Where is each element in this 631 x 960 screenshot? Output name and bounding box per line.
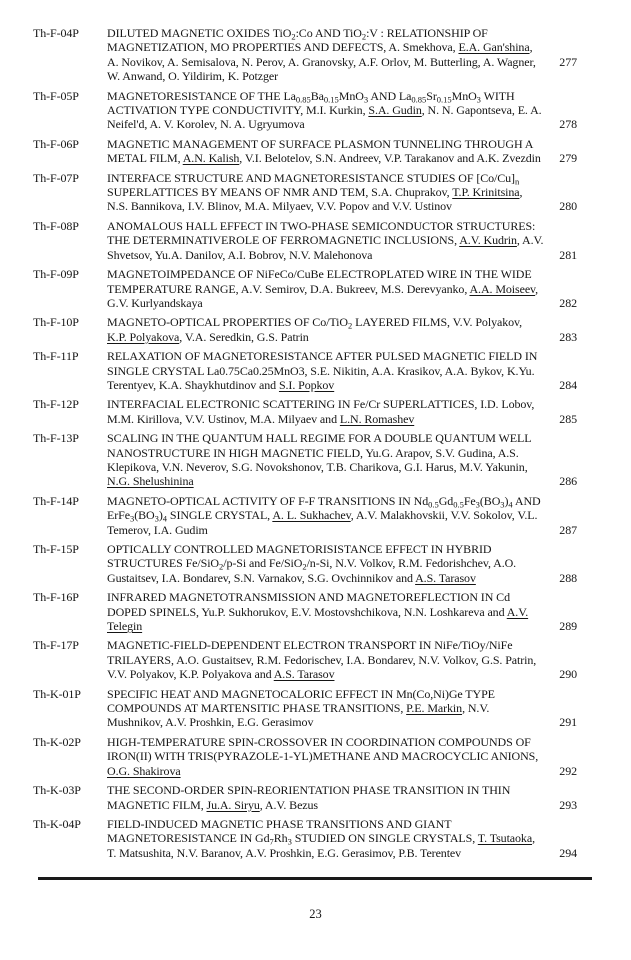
toc-entry	[33, 542, 577, 585]
title-run: , G.V. Kurlyandskaya	[107, 281, 539, 310]
toc-entry	[33, 219, 577, 262]
subscript: 0.15	[323, 94, 339, 105]
presenting-author: A.N. Kalish	[182, 151, 240, 166]
title-run: INTERFACE STRUCTURE AND MAGNETORESISTANCE STUDIES OF [Co/Cu]	[107, 170, 515, 185]
subscript: 2	[219, 561, 224, 572]
presenting-author: A.S. Tarasov	[415, 570, 476, 585]
entry-page-number: 292	[559, 763, 577, 778]
toc-entry	[33, 349, 577, 392]
subscript: 3	[475, 499, 480, 510]
entry-title	[107, 171, 544, 214]
title-run: , N.V. Mushnikov, A.V. Proshkin, E.G. Gerasimov	[107, 701, 490, 730]
entry-page-number: 290	[559, 667, 577, 682]
presenting-author: O.G. Shakirova	[107, 763, 181, 778]
subscript: 0.85	[411, 94, 427, 105]
entry-title	[107, 494, 544, 537]
entry-page-number: 289	[559, 619, 577, 634]
title-run: OPTICALLY CONTROLLED MAGNETORISISTANCE EFFECT IN HYBRID STRUCTURES Fe/SiO	[107, 542, 492, 571]
entry-title	[107, 817, 544, 860]
title-run: HIGH-TEMPERATURE SPIN-CROSSOVER IN COORDINATION COMPOUNDS OF IRON(II) WITH TRIS(PYRAZOLE-1-YL)METHANE AND MACROCYCLIC ANIONS,	[107, 734, 539, 764]
toc-entry	[33, 590, 577, 633]
title-run: WITH ACTIVATION TYPE CONDUCTIVITY, M.I. Kurkin,	[107, 88, 515, 118]
toc-entry	[33, 267, 577, 310]
abstract-code: Th-F-12P	[33, 397, 79, 412]
subscript: 0.5	[453, 499, 464, 510]
subscript: 2	[302, 561, 307, 572]
title-run: SUPERLATTICES BY MEANS OF NMR AND TEM, S.A. Chuprakov,	[107, 185, 453, 200]
toc-entry	[33, 26, 577, 84]
presenting-author: S.I. Popkov	[278, 377, 335, 392]
abstract-code: Th-F-09P	[33, 267, 79, 282]
abstract-code: Th-K-03P	[33, 783, 81, 798]
title-run: )	[158, 508, 163, 523]
entry-page-number: 279	[559, 151, 577, 166]
abstract-code: Th-F-15P	[33, 542, 79, 556]
subscript: n	[514, 176, 520, 187]
entry-title	[107, 638, 544, 681]
abstract-code: Th-K-01P	[33, 686, 81, 701]
subscript: 3	[476, 94, 481, 105]
page-number: 23	[309, 907, 322, 921]
entry-page-number: 287	[559, 522, 577, 537]
presenting-author: T. Tsutaoka	[477, 831, 533, 846]
subscript: 3	[287, 836, 292, 847]
title-run: FIELD-INDUCED MAGNETIC PHASE TRANSITIONS AND GIANT MAGNETORESISTANCE IN Gd	[107, 816, 452, 846]
title-run: :Co AND TiO	[295, 26, 362, 40]
entry-page-number: 286	[559, 474, 577, 489]
title-run: STUDIED ON SINGLE CRYSTALS,	[291, 831, 478, 846]
toc-entry	[33, 171, 577, 214]
entry-title	[107, 267, 544, 310]
presenting-author: S.A. Gudin	[368, 103, 422, 118]
entry-page-number: 288	[559, 570, 577, 585]
entry-title	[107, 349, 544, 392]
title-run: , A.V. Shvetsov, Yu.A. Danilov, A.I. Bobrov, N.V. Malehonova	[107, 233, 544, 262]
presenting-author: K.P. Polyakova	[107, 329, 180, 344]
entry-page-number: 285	[559, 411, 577, 426]
presenting-author: Ju.A. Siryu	[206, 797, 260, 812]
title-run: , V.I. Belotelov, S.N. Andreev, V.P. Tarakanov and A.K. Zvezdin	[239, 151, 541, 166]
toc-entry	[33, 494, 577, 537]
entry-title	[107, 783, 544, 812]
title-run: , V.A. Seredkin, G.S. Patrin	[179, 329, 309, 344]
abstract-code: Th-F-14P	[33, 493, 79, 508]
presenting-author: N.G. Shelushinina	[107, 474, 194, 489]
title-run: RELAXATION OF MAGNETORESISTANCE AFTER PULSED MAGNETIC FIELD IN SINGLE CRYSTAL La0.75Ca0.25MnO3, S.E. Nikitin, A.A. Krasikov, A.A. Bykov, K.Yu. Terentyev, K.A. Shaykhutdinov and	[107, 349, 538, 392]
entry-page-number: 291	[559, 715, 577, 730]
subscript: 4	[162, 513, 167, 524]
title-run: (BO	[134, 508, 155, 523]
title-run: Fe	[463, 493, 476, 508]
entry-title	[107, 137, 544, 166]
entry-title	[107, 26, 544, 84]
title-run: Rh	[273, 831, 288, 846]
entry-title	[107, 397, 544, 426]
title-run: MAGNETOIMPEDANCE OF NiFeCo/CuBe ELECTROPLATED WIRE IN THE WIDE TEMPERATURE RANGE, A.V. Semirov, D.A. Bukreev, M.S. Derevyanko,	[107, 267, 532, 296]
footer-rule	[38, 877, 592, 880]
title-run: , T. Matsushita, N.V. Baranov, A.V. Proshkin, E.G. Gerasimov, P.B. Terentev	[107, 831, 535, 860]
abstract-code: Th-F-13P	[33, 431, 79, 446]
title-run: MnO	[451, 88, 477, 103]
title-run: Ba	[310, 88, 324, 103]
entry-page-number: 282	[559, 295, 577, 310]
subscript: 0.15	[436, 94, 452, 105]
abstract-code: Th-K-02P	[33, 734, 81, 749]
entry-page-number: 284	[559, 377, 577, 392]
title-run: LAYERED FILMS, V.V. Polyakov,	[352, 315, 523, 330]
entry-title	[107, 542, 544, 585]
presenting-author: A.V. Kudrin	[459, 233, 517, 248]
entry-page-number: 293	[559, 797, 577, 812]
title-run: MAGNETO-OPTICAL PROPERTIES OF Co/TiO	[107, 315, 348, 330]
presenting-author: P.E. Markin	[406, 701, 463, 716]
title-run: INTERFACIAL ELECTRONIC SCATTERING IN Fe/Cr SUPERLATTICES, I.D. Lobov, M.M. Kirillova, V.V. Ustinov, M.A. Milyaev and	[107, 397, 535, 426]
title-run: (BO	[479, 493, 501, 508]
title-run: /p-Si and Fe/SiO	[223, 556, 303, 571]
toc-entry	[33, 397, 577, 426]
entry-title	[107, 315, 544, 344]
toc-entry	[33, 687, 577, 730]
title-run: Sr	[426, 88, 437, 103]
abstract-code: Th-F-08P	[33, 218, 79, 233]
presenting-author: A.A. Moiseev	[469, 281, 536, 296]
title-run: :V : RELATIONSHIP OF MAGNETIZATION, MO PROPERTIES AND DEFECTS, A. Smekhova,	[107, 26, 488, 55]
subscript: 0.85	[295, 94, 311, 105]
title-run: MAGNETO-OPTICAL ACTIVITY OF F-F TRANSITIONS IN Nd	[107, 493, 429, 508]
entry-title	[107, 735, 544, 778]
title-run: Gd	[438, 493, 454, 508]
title-run: MAGNETIC MANAGEMENT OF SURFACE PLASMON TUNNELING THROUGH A METAL FILM,	[107, 136, 533, 166]
title-run: , A.V. Bezus	[259, 797, 318, 812]
abstract-code: Th-F-17P	[33, 638, 79, 653]
presenting-author: T.P. Krinitsina	[452, 185, 520, 200]
title-run: , A.V. Malakhovskii, V.V. Sokolov, V.L. Temerov, I.A. Gudim	[107, 508, 538, 537]
entry-page-number: 294	[559, 845, 577, 860]
subscript: 0.5	[428, 499, 439, 510]
presenting-author: A. L. Sukhachev	[272, 508, 351, 523]
subscript: 2	[291, 31, 296, 42]
toc-entry	[33, 638, 577, 681]
abstract-code: Th-F-04P	[33, 26, 79, 40]
toc-entry	[33, 735, 577, 778]
title-run: AND La	[368, 88, 412, 103]
abstract-code: Th-F-10P	[33, 315, 79, 330]
abstract-code: Th-K-04P	[33, 816, 81, 831]
toc-entry	[33, 89, 577, 132]
title-run: MAGNETORESISTANCE OF THE La	[107, 88, 296, 103]
abstract-code: Th-F-07P	[33, 170, 79, 185]
title-run: THE SECOND-ORDER SPIN-REORIENTATION PHASE TRANSITION IN THIN MAGNETIC FILM,	[107, 783, 511, 812]
entry-page-number: 280	[559, 199, 577, 214]
presenting-author: E.A. Gan'shina	[458, 40, 530, 55]
title-run: AND ErFe	[107, 493, 541, 523]
title-run: SCALING IN THE QUANTUM HALL REGIME FOR A DOUBLE QUANTUM WELL NANOSTRUCTURE IN HIGH MAGNETIC FIELD, Yu.G. Arapov, S.V. Gudina, A.S. Klepikova, V.N. Neverov, S.G. Novokshonov, T.B. Charikova, G.I. Harus, M.V. Yakunin,	[107, 431, 531, 474]
title-run: /n-Si, N.V. Volkov, R.M. Fedorishchev, A.O. Gustaitsev, I.A. Bondarev, S.N. Varnakov, S.G. Ovchinnikov and	[107, 556, 517, 585]
title-run: DILUTED MAGNETIC OXIDES TiO	[107, 26, 292, 40]
toc-entry	[33, 137, 577, 166]
presenting-author: A.V. Telegin	[107, 604, 529, 634]
entry-page-number: 281	[559, 247, 577, 262]
entry-title	[107, 431, 544, 489]
title-run: , A. Novikov, A. Semisalova, N. Perov, A. Granovsky, A.F. Orlov, M. Butterling, A. Wagner, W. Anwand, O. Yildirim, K. Potzger	[107, 40, 536, 84]
subscript: 7	[269, 836, 274, 847]
title-run: SPECIFIC HEAT AND MAGNETOCALORIC EFFECT IN Mn(Co,Ni)Ge TYPE COMPOUNDS AT MARTENSITIC PHASE TRANSITIONS,	[107, 686, 495, 716]
subscript: 3	[363, 94, 369, 105]
entry-page-number: 283	[559, 329, 577, 344]
title-run: INFRARED MAGNETOTRANSMISSION AND MAGNETOREFLECTION IN Cd DOPED SPINELS, Yu.P. Sukhorukov, E.V. Mostovshchikova, N.N. Loshkareva and	[107, 590, 510, 619]
entry-title	[107, 89, 544, 132]
subscript: 2	[347, 320, 353, 331]
toc-entry	[33, 783, 577, 812]
title-run: MAGNETIC-FIELD-DEPENDENT ELECTRON TRANSPORT IN NiFe/TiOy/NiFe TRILAYERS, A.O. Gustaitsev, R.M. Fedorischev, I.A. Bondarev, N.V. Volkov, G.S. Patrin, V.V. Polyakov, K.P. Polyakova and	[107, 638, 537, 682]
title-run: , N. N. Gapontseva, E. A. Neifel'd, A. V. Korolev, N. A. Ugryumova	[107, 103, 542, 132]
entry-title	[107, 687, 544, 730]
subscript: 3	[154, 513, 159, 524]
subscript: 2	[361, 31, 367, 42]
toc-entry	[33, 431, 577, 489]
title-run: )	[504, 493, 509, 508]
presenting-author: A.S. Tarasov	[273, 667, 335, 682]
abstract-code: Th-F-05P	[33, 88, 79, 103]
title-run: ANOMALOUS HALL EFFECT IN TWO-PHASE SEMICONDUCTOR STRUCTURES: THE DETERMINATIVEROLE OF FERROMAGNETIC INCLUSIONS,	[107, 218, 536, 248]
title-run: SINGLE CRYSTAL,	[166, 508, 273, 523]
entry-page-number: 278	[559, 117, 577, 132]
entry-page-number: 277	[559, 54, 577, 69]
title-run: , N.S. Bannikova, I.V. Blinov, M.A. Milyaev, V.V. Popov and V.V. Ustinov	[107, 185, 523, 214]
abstract-code: Th-F-11P	[33, 349, 79, 364]
toc-entry	[33, 315, 577, 344]
abstract-code: Th-F-16P	[33, 590, 79, 605]
subscript: 3	[129, 513, 135, 524]
toc-entry	[33, 817, 577, 860]
presenting-author: L.N. Romashev	[339, 411, 415, 426]
subscript: 3	[500, 499, 505, 510]
subscript: 4	[508, 499, 513, 510]
abstract-code: Th-F-06P	[33, 136, 79, 151]
entry-title	[107, 590, 544, 633]
entry-title	[107, 219, 544, 262]
title-run: MnO	[338, 88, 364, 103]
